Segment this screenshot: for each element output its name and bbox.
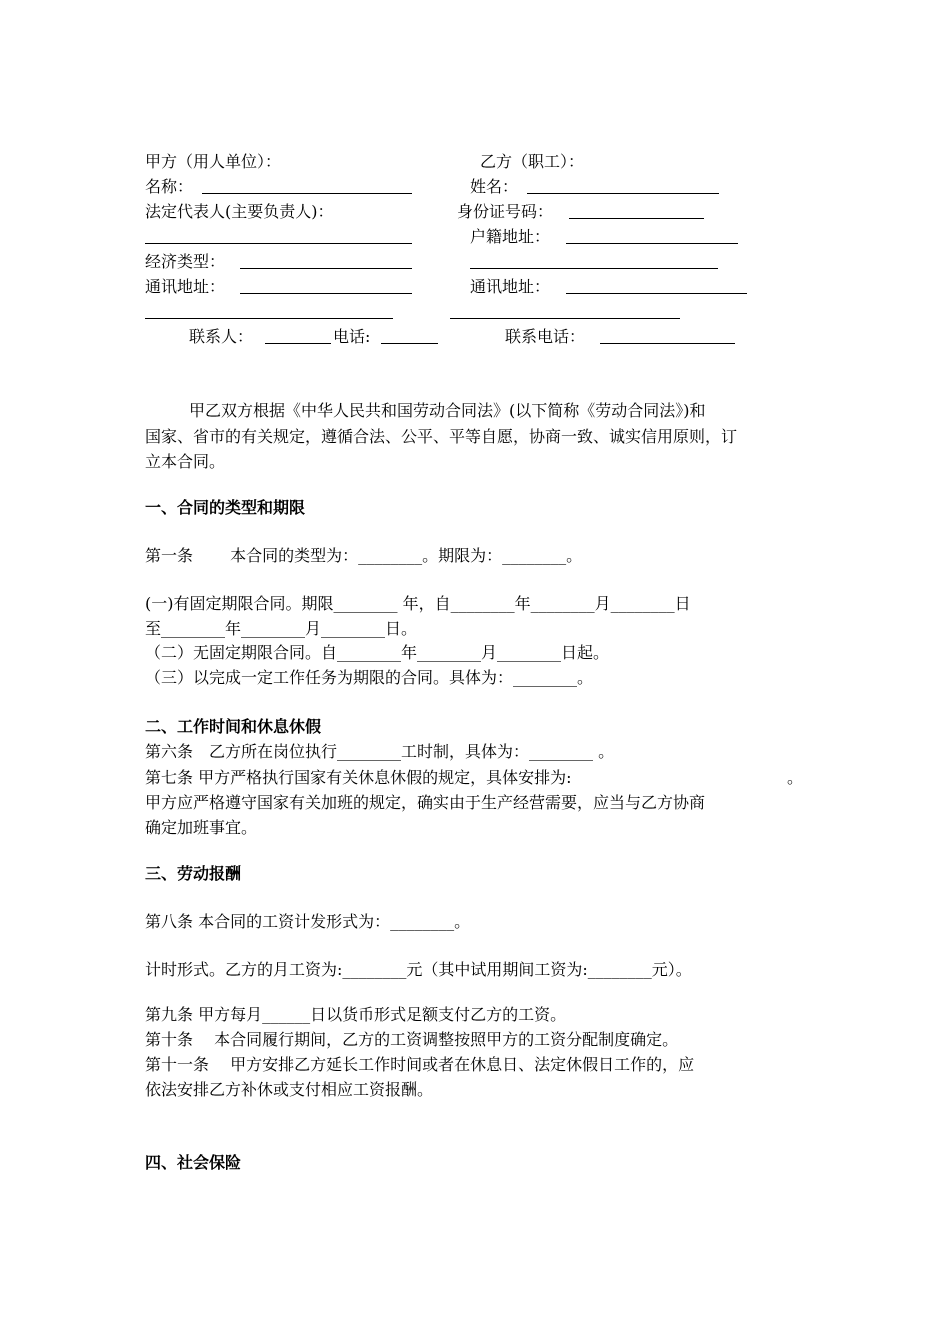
party-b-title: 乙方（职工）： <box>480 152 585 171</box>
party-a-phone-blank <box>381 343 438 344</box>
party-a-contact-blank <box>265 343 331 344</box>
party-a-name-blank <box>202 193 412 194</box>
article-7-line-1: 第七条 甲方严格执行国家有关休息休假的规定，具体安排为: <box>145 768 572 787</box>
article-8: 第八条 本合同的工资计发形式为：________。 <box>145 912 471 931</box>
party-a-rep-blank <box>145 243 412 244</box>
option-3: （三）以完成一定工作任务为期限的合同。具体为：________。 <box>145 668 594 687</box>
section-3-heading: 三、劳动报酬 <box>145 864 242 883</box>
party-a-name-label: 名称： <box>145 177 194 196</box>
party-b-addr-label: 通讯地址： <box>470 277 551 296</box>
option-2: （二）无固定期限合同。自________年________月________日起。 <box>145 643 610 662</box>
party-a-contact-label: 联系人： <box>189 327 254 346</box>
party-b-id-blank <box>569 218 704 219</box>
party-a-addr-blank <box>240 293 412 294</box>
party-a-rep-label: 法定代表人(主要负责人)： <box>145 202 334 221</box>
article-9: 第九条 甲方每月______日以货币形式足额支付乙方的工资。 <box>145 1005 567 1024</box>
party-b-id-label: 身份证号码： <box>457 202 554 221</box>
party-a-econ-label: 经济类型： <box>145 252 226 271</box>
article-1: 第一条 本合同的类型为：________。期限为：________。 <box>145 546 583 565</box>
party-b-addr-blank-2 <box>450 318 680 319</box>
article-7-line-3: 确定加班事宜。 <box>145 818 258 837</box>
section-2-heading: 二、工作时间和休息休假 <box>145 717 322 736</box>
option-1-line-2: 至________年________月________日。 <box>145 619 418 638</box>
party-b-phone-label: 联系电话： <box>505 327 586 346</box>
party-b-name-blank <box>527 193 719 194</box>
time-based-wage: 计时形式。乙方的月工资为:________元（其中试用期间工资为:________元）。 <box>145 960 692 979</box>
party-a-addr-blank-2 <box>145 318 393 319</box>
party-a-phone-label: 电话: <box>333 327 371 346</box>
article-7-line-2: 甲方应严格遵守国家有关加班的规定，确实由于生产经营需要，应当与乙方协商 <box>145 793 706 812</box>
party-a-title: 甲方（用人单位）： <box>145 152 282 171</box>
party-b-huji-blank <box>566 243 738 244</box>
party-b-addr-blank <box>566 293 747 294</box>
section-1-heading: 一、合同的类型和期限 <box>145 498 306 517</box>
article-10: 第十条 本合同履行期间，乙方的工资调整按照甲方的工资分配制度确定。 <box>145 1030 679 1049</box>
party-b-phone-blank <box>600 343 735 344</box>
party-a-econ-blank <box>240 268 412 269</box>
party-b-huji-label: 户籍地址： <box>470 227 551 246</box>
article-7-end-mark: 。 <box>787 768 804 787</box>
preamble-line-2: 国家、省市的有关规定，遵循合法、公平、平等自愿，协商一致、诚实信用原则，订 <box>145 427 738 446</box>
preamble-line-1: 甲乙双方根据《中华人民共和国劳动合同法》(以下简称《劳动合同法》)和 <box>189 401 706 420</box>
article-11-line-1: 第十一条 甲方安排乙方延长工作时间或者在休息日、法定休假日工作的，应 <box>145 1055 695 1074</box>
section-4-heading: 四、社会保险 <box>145 1153 242 1172</box>
article-6: 第六条 乙方所在岗位执行________工时制，具体为：________ 。 <box>145 742 615 761</box>
party-a-addr-label: 通讯地址： <box>145 277 226 296</box>
option-1-line-1: (一)有固定期限合同。期限________ 年，自________年________月________日 <box>145 594 691 613</box>
party-b-huji-blank-2 <box>470 268 718 269</box>
party-b-name-label: 姓名： <box>470 177 519 196</box>
preamble-line-3: 立本合同。 <box>145 452 226 471</box>
article-11-line-2: 依法安排乙方补休或支付相应工资报酬。 <box>145 1080 434 1099</box>
